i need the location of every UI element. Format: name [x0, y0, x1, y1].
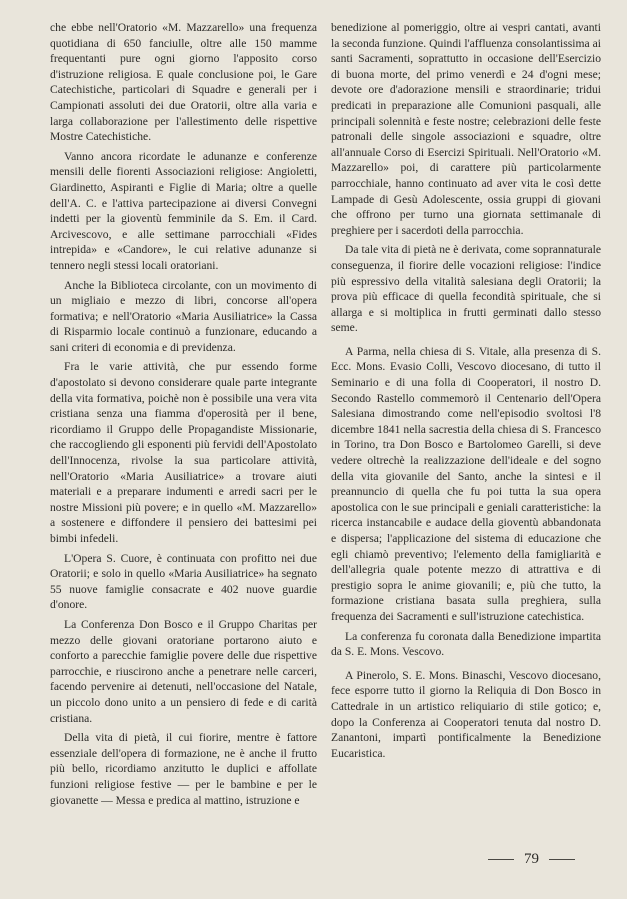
paragraph: Anche la Biblioteca circolante, con un movimento di un migliaio e mezzo di libri, concorse all'opera formativa; e nell'Oratorio «Maria Ausiliatrice» la Cassa di Risparmio locale continuò a funzionare, educando a sani criteri di economia e di previdenza.: [50, 278, 317, 354]
paragraph: Vanno ancora ricordate le adunanze e conferenze mensili delle fiorenti Associazioni religiose: Angioletti, Giardinetto, Aspiranti e Figlie di Maria; oltre a quelle dell'A. C. e l'attiva partecipazione ai diversi Convegni indetti per la gioventù femminile da S. Em. il Card. Arcivescovo, e alle settimane parrocchiali «Fides intrepida» e «Candore», le cui relative adunanze si tennero negli stessi locali oratoriani.: [50, 149, 317, 272]
paragraph: L'Opera S. Cuore, è continuata con profitto nei due Oratorii; e solo in quello «Maria Ausiliatrice» ha segnato 55 nuove famiglie consacrate e 402 nuove guardie d'onore.: [50, 551, 317, 612]
paragraph: Fra le varie attività, che pur essendo forme d'apostolato si devono considerare quale parte integrante della vita formativa, poichè non è possibile una vera vita cristiana senza una fiamma d'operosità per il bene, ricordiamo il Gruppo delle Propagandiste Missionarie, che raccogliendo gli esponenti più fervidi dell'Apostolato dell'Innocenza, rivolse la sua particolare attività, nell'Oratorio «Maria Ausiliatrice» a trovare aiuti materiali e a preparare indumenti e arredi sacri per le nostre Missioni più povere; e in quello «M. Mazzarello» a sostenere e diffondere il pensiero dei battesimi pei bimbi infedeli.: [50, 360, 317, 545]
paragraph: La conferenza fu coronata dalla Benedizione impartita da S. E. Mons. Vescovo.: [331, 629, 601, 659]
page-number: 79: [524, 851, 539, 867]
paragraph: benedizione al pomeriggio, oltre ai vespri cantati, avanti la seconda funzione. Quindi l'affluenza consolantissima ai santi Sacramenti, soprattutto in occasione dell'Esercizio di buona morte, del primo venerdì e 24 d'ogni mese; devote ore d'adorazione mensili e straordinarie; tridui predicati in preparazione alle Comunioni pasquali, alle principali solennità e feste nostre; celebrazioni delle feste patronali delle singole associazioni e squadre, oltre all'annuale Corso di Esercizi Spirituali. Nell'Oratorio «M. Mazzarello» poi, di carattere più particolarmente parrocchiale, hanno continuato ad aver vita le così dette Lampade di Gesù Adolescente, ossia gruppi di giovani che offrono per turno una giornata settimanale di preghiere per i sacerdoti della parrocchia.: [331, 21, 601, 237]
paragraph: A Parma, nella chiesa di S. Vitale, alla presenza di S. Ecc. Mons. Evasio Colli, Vescovo diocesano, di tutto il Seminario e di una folla di Cooperatori, il nostro D. Secondo Rastello commemorò il Centenario dell'Opera Salesiana dimostrando come nell'episodio svoltosi l'8 dicembre 1841 nella sacrestia della chiesa di S. Francesco in Torino, tra Don Bosco e Bartolomeo Garelli, si deve vedere oltrechè la realizzazione dell'ideale e del sogno della vita giovanile del Santo, anche la sintesi e il preannuncio di quella che fu poi tutta la sua opera apostolica con le sue principali e geniali caratteristiche: la ricerca instancabile e audace della gioventù abbandonata e dispersa; l'applicazione del sistema di educazione che egli chiamò preventivo; l'elemento della famigliarità e dell'allegria quale potente mezzo di attrattiva e di prestigio sopra le anime giovanili; e, più che tutto, la formazione cristiana basata sulla preghiera, sulla frequenza dei Sacramenti e sull'istruzione catechistica.: [331, 344, 601, 623]
page-footer: [488, 851, 575, 868]
left-text-column: [50, 20, 317, 808]
paragraph: che ebbe nell'Oratorio «M. Mazzarello» una frequenza quotidiana di 650 fanciulle, oltre alle 150 mamme frequentanti pure ogni giorno l'apposito corso d'istruzione religiosa. E quale conclusione poi, le Gare Catechistiche, particolari di Squadre e generali per i Campionati assoluti dei due Oratorii, oltre alla varia e larga collaborazione per l'allestimento delle rispettive Mostre Catechistiche.: [50, 21, 317, 144]
paragraph: Da tale vita di pietà ne è derivata, come soprannaturale conseguenza, il fiorire delle vocazioni religiose: l'indice più espressivo della vitalità salesiana degli Oratorii; la prova più efficace di quella fecondità spirituale, che si allarga e si moltiplica in frutti germinati dallo stesso seme.: [331, 243, 601, 335]
footer-rule: [549, 859, 575, 860]
paragraph: A Pinerolo, S. E. Mons. Binaschi, Vescovo diocesano, fece esporre tutto il giorno la Reliquia di Don Bosco in Cattedrale in un artistico reliquiario di stile gotico; e, dopo la Conferenza ai Cooperatori tenuta dal nostro D. Zanantoni, impartì pontificalmente la Benedizione Eucaristica.: [331, 668, 601, 760]
right-text-column: [331, 20, 601, 761]
paragraph: Della vita di pietà, il cui fiorire, mentre è fattore essenziale dell'opera di formazione, ne è anche il frutto più bello, ricordiamo anzitutto le duplici e affollate funzioni religiose festive — per le bambine e per le giovanette — Messa e predica al mattino, istruzione e: [50, 731, 317, 807]
paragraph: La Conferenza Don Bosco e il Gruppo Charitas per mezzo delle giovani oratoriane portarono aiuto e conforto a parecchie famiglie povere delle due rispettive parrocchie, e riuscirono anche a penetrare nelle carceri, facendo pervenire ai detenuti, nell'occasione del Natale, un piccolo dono unito a un pensiero di fede e di carità cristiana.: [50, 617, 317, 725]
footer-rule: [488, 859, 514, 860]
